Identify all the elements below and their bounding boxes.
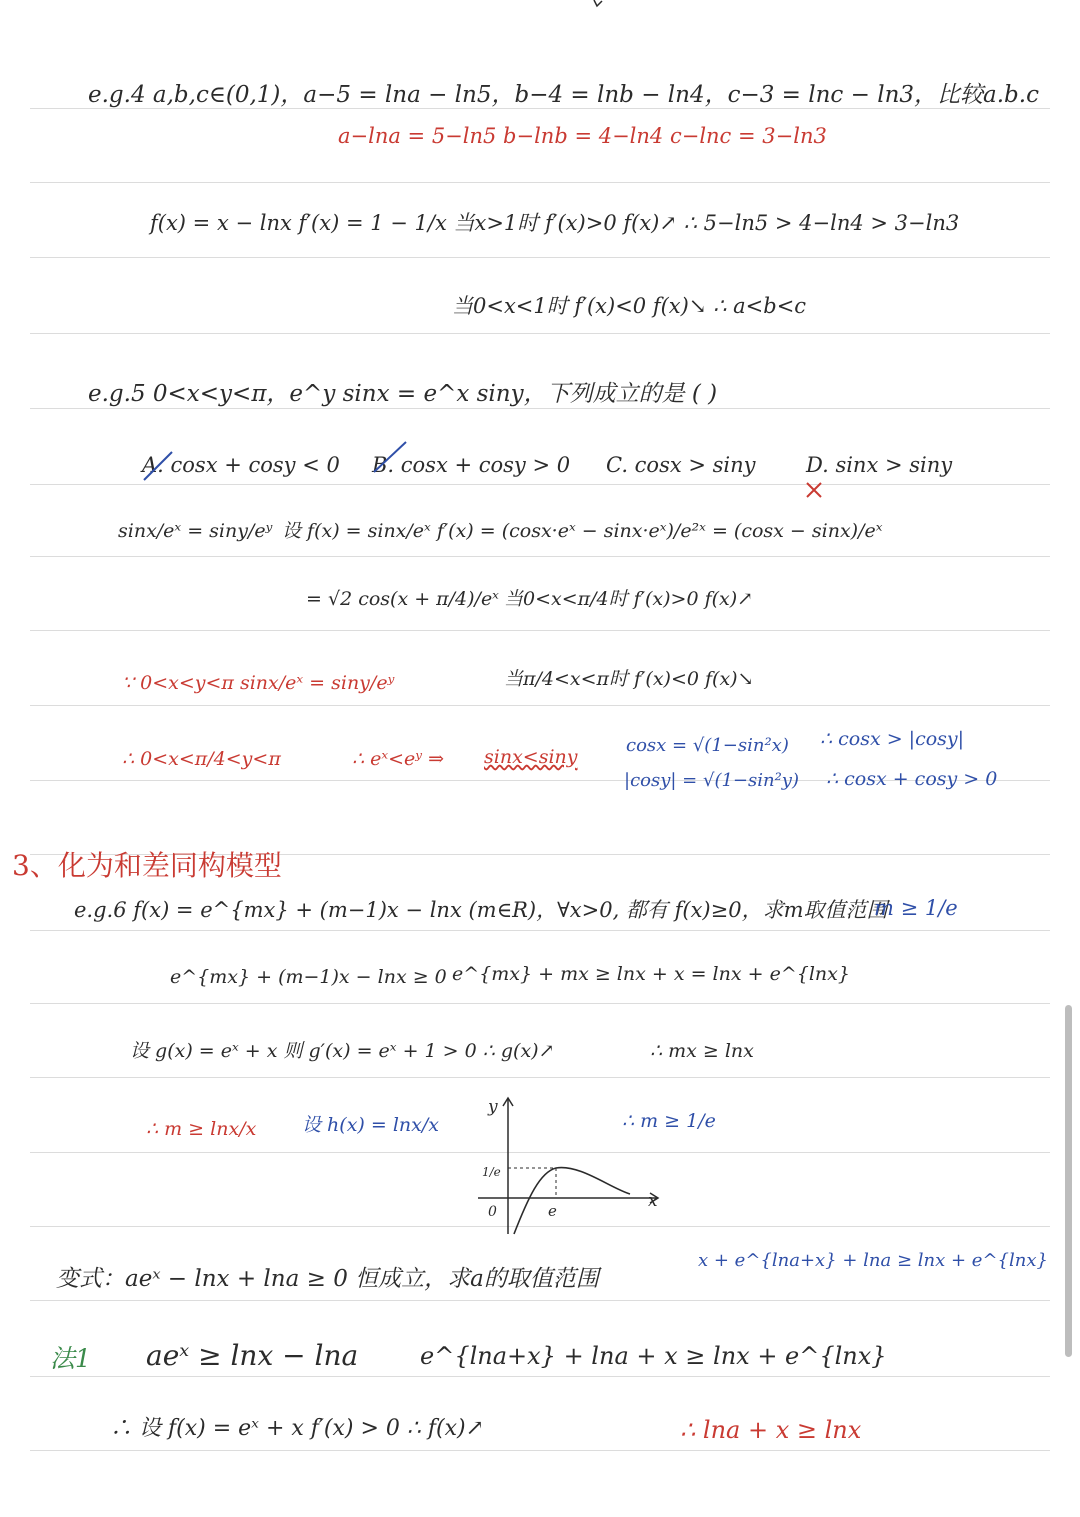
graph-x-label: x [648,1191,658,1211]
eg5-option-a: A. cosx + cosy < 0 [142,453,340,477]
graph-y-label: y [488,1097,498,1117]
ruled-line [30,705,1050,706]
eg5-option-c: C. cosx > siny [606,453,756,477]
eg6-homogeneous: e^{mx} + mx ≥ lnx + x = lnx + e^{lnx} [452,963,850,985]
ruled-line [30,1376,1050,1377]
eg5-derivative-simplified: = √2 cos(x + π/4)/eˣ [306,588,499,610]
eg5-cos-compare: ∴ cosx > |cosy| [820,728,965,750]
check-slash-icon [370,438,410,478]
ruled-line [30,108,1050,109]
eg5-problem: e.g.5 0<x<y<π，e^y sinx = e^x siny，下列成立的是 ( ) [88,381,718,407]
top-edge-mark [593,0,607,8]
eg5-range: ∴ 0<x<π/4<y<π [122,748,281,770]
ruled-line [30,630,1050,631]
eg5-ratio: sinx/eˣ = siny/eʸ [118,520,273,542]
eg5-exp-compare: ∴ eˣ<eʸ ⇒ [352,748,444,770]
variant-homogeneous: x + e^{lna+x} + lna ≥ lnx + e^{lnx} [698,1250,1048,1271]
h-function-graph [470,1088,670,1238]
eg5-option-d: D. sinx > siny [806,453,953,477]
eg6-m-bound: ∴ m ≥ lnx/x [146,1118,257,1140]
check-slash-icon [140,448,176,484]
ruled-line [30,1450,1050,1451]
method-1-rewrite: e^{lna+x} + lna + x ≥ lnx + e^{lnx} [420,1342,887,1370]
eg4-problem: e.g.4 a,b,c∈(0,1)，a−5 = lna − ln5，b−4 = lnb − ln4，c−3 = lnc − ln3，比较a.b.c [88,82,1039,108]
ruled-line [30,333,1050,334]
eg4-rearranged: a−lna = 5−ln5 b−lnb = 4−ln4 c−lnc = 3−ln3 [338,124,827,148]
eg5-increasing: 当0<x<π/4时 f′(x)>0 f(x)↗ [504,588,754,610]
ruled-line [30,1077,1050,1078]
eg6-m-result: ∴ m ≥ 1/e [622,1110,716,1132]
curve [514,1168,630,1234]
eg4-conclusion: 当0<x<1时 f′(x)<0 f(x)↘ ∴ a<b<c [452,294,807,318]
eg6-answer: m ≥ 1/e [874,896,958,920]
eg5-option-b: B. cosx + cosy > 0 [372,453,571,477]
ruled-line [30,556,1050,557]
scrollbar-thumb[interactable] [1065,1005,1072,1357]
graph-origin-label: 0 [488,1204,497,1220]
ruled-line [30,930,1050,931]
method-1-conclusion: ∴ lna + x ≥ lnx [680,1416,862,1444]
eg5-cosx-identity: cosx = √(1−sin²x) [626,735,789,756]
ruled-line [30,257,1050,258]
eg6-inequality: e^{mx} + (m−1)x − lnx ≥ 0 [170,966,447,988]
eg5-derivative: 设 f(x) = sinx/eˣ f′(x) = (cosx·eˣ − sinx·eˣ)/e²ˣ = (cosx − sinx)/eˣ [282,520,883,542]
eg6-problem: e.g.6 f(x) = e^{mx} + (m−1)x − lnx (m∈R)，∀x>0, 都有 f(x)≥0，求m取值范围 [74,898,888,922]
ruled-line [30,182,1050,183]
method-1-inequality: aeˣ ≥ lnx − lna [146,1339,359,1372]
ruled-line [30,484,1050,485]
graph-e-label: e [548,1202,557,1220]
cross-mark-icon [804,480,824,500]
section-heading: 3、化为和差同构模型 [12,849,282,882]
eg4-function: f(x) = x − lnx f′(x) = 1 − 1/x 当x>1时 f′(x)>0 f(x)↗ ∴ 5−ln5 > 4−ln4 > 3−ln3 [150,211,960,235]
method-1-label: 法1 [50,1344,91,1373]
eg5-decreasing: 当π/4<x<π时 f′(x)<0 f(x)↘ [504,668,754,690]
eg6-g-function: 设 g(x) = eˣ + x 则 g′(x) = eˣ + 1 > 0 ∴ g(x)↗ [130,1040,555,1062]
eg5-cosy-identity: |cosy| = √(1−sin²y) [624,770,799,791]
eg5-answer: ∴ cosx + cosy > 0 [826,768,998,790]
eg6-mx-lnx: ∴ mx ≥ lnx [650,1040,754,1062]
variant-problem: 变式：aeˣ − lnx + lna ≥ 0 恒成立，求a的取值范围 [56,1266,599,1292]
eg6-h-function: 设 h(x) = lnx/x [302,1114,439,1136]
method-1-function: ∴ 设 f(x) = eˣ + x f′(x) > 0 ∴ f(x)↗ [110,1416,485,1441]
ruled-line [30,1003,1050,1004]
ruled-line [30,1300,1050,1301]
ruled-line [30,408,1050,409]
eg5-sin-compare: sinx<siny [484,746,578,768]
graph-peak-label: 1/e [482,1165,501,1179]
eg5-given: ∵ 0<x<y<π sinx/eˣ = siny/eʸ [122,672,395,694]
